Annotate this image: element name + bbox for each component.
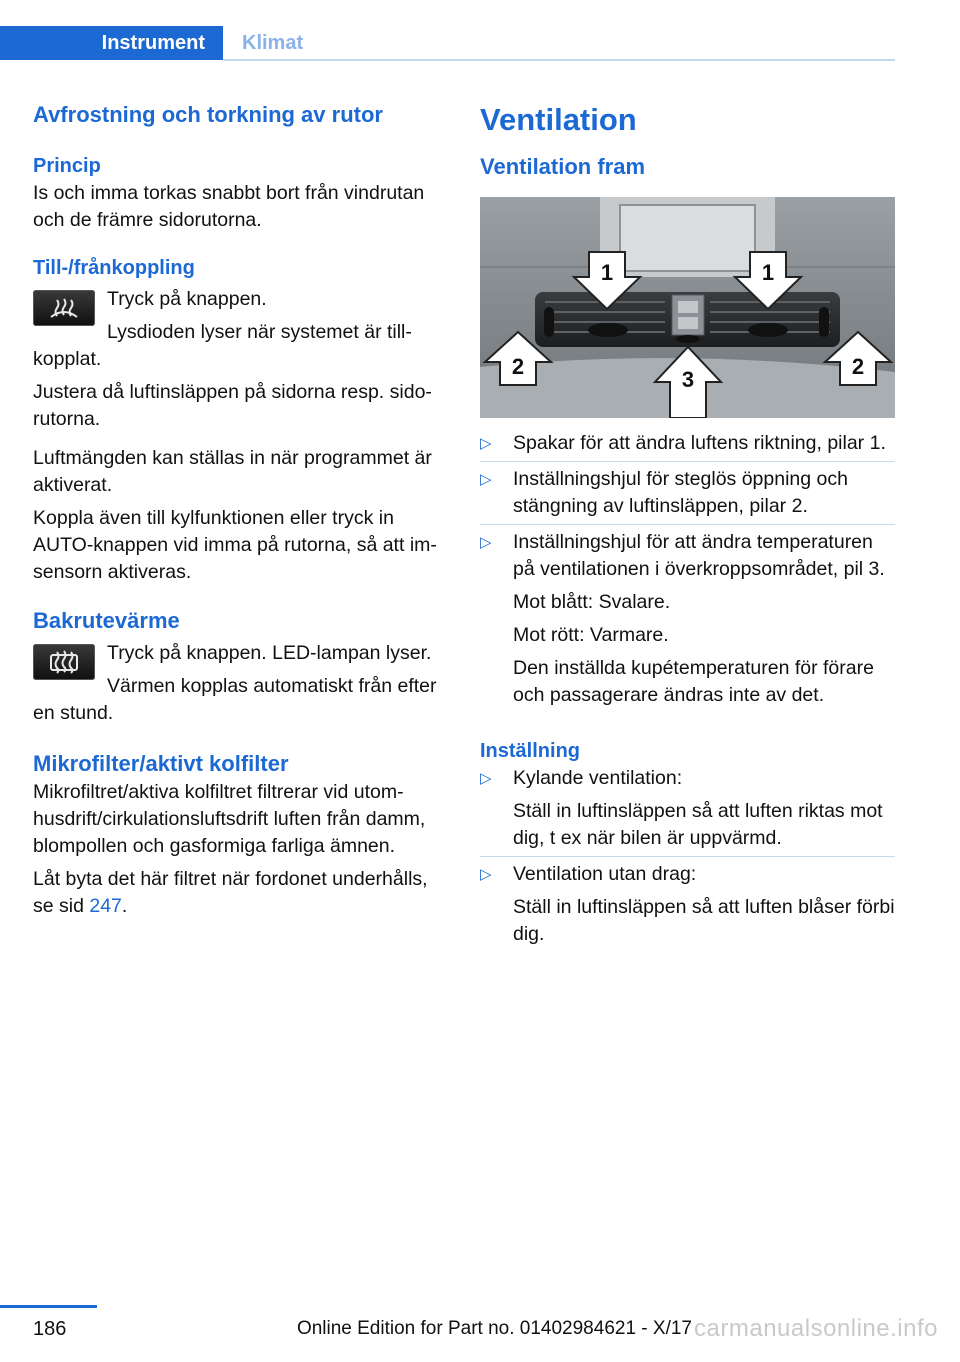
triangle-bullet-icon: ▷ [480, 471, 492, 488]
edition-text: Online Edition for Part no. 01402984621 - X/17 [296, 1318, 692, 1339]
adjust-text: Justera då luftinsläppen på sidorna resp. sido-rutorna. [33, 381, 432, 430]
airflow-text: Luftmängden kan ställas in när programmet är aktiverat. [33, 447, 432, 496]
tab-divider [223, 59, 895, 61]
toggle-step-1: Tryck på knappen. [107, 288, 267, 310]
list-item [480, 765, 895, 852]
tab-klimat[interactable]: Klimat [242, 31, 304, 54]
couple-text: Koppla även till kylfunktionen eller tryck in AUTO-knappen vid imma på rutorna, så att im-sensorn aktiveras. [33, 507, 437, 583]
list-item-detail: Mot rött: Varmare. [513, 624, 669, 646]
list-item-text: Spakar för att ändra luftens riktning, pilar 1. [513, 432, 886, 454]
setting-list [480, 765, 895, 948]
list-item-detail: Den inställda kupétemperaturen för förare och passagerare ändras inte av det. [513, 657, 874, 706]
toggle-heading: Till-/frånkoppling [33, 257, 195, 279]
dashboard-vents-photo [480, 197, 895, 418]
list-divider [480, 461, 895, 462]
list-item-detail: Ställ in luftinsläppen så att luften blåser förbi dig. [513, 896, 895, 945]
page-number: 186 [33, 1318, 67, 1340]
chapter-tabs [0, 26, 895, 62]
page-link-247[interactable]: 247 [89, 895, 122, 917]
list-item-detail: Ställ in luftinsläppen så att luften riktas mot dig, t ex när bilen är uppvärmd. [513, 800, 883, 849]
ventilation-front-heading: Ventilation fram [480, 154, 646, 179]
list-item-text: Kylande ventilation: [513, 767, 683, 789]
filter-service-text [33, 866, 448, 920]
list-item-detail: Mot blått: Svalare. [513, 591, 671, 613]
arrow-label-3: 3 [681, 367, 695, 392]
list-item [480, 466, 895, 520]
arrow-label-1-left: 1 [600, 260, 614, 285]
triangle-bullet-icon: ▷ [480, 534, 492, 551]
list-item-text: Inställningshjul för att ändra temperaturen på ventilationen i överkroppsområdet, pil 3. [513, 531, 885, 580]
list-item [480, 430, 895, 457]
right-column [480, 100, 895, 948]
list-item [480, 529, 895, 709]
princip-text: Is och imma torkas snabbt bort från vindrutan och de främre sidorutorna. [33, 182, 425, 231]
filter-service-suffix: . [121, 895, 128, 917]
windshield-defrost-icon [33, 290, 95, 326]
list-item-text: Ventilation utan drag: [513, 863, 697, 885]
left-column [33, 100, 448, 920]
list-divider [480, 856, 895, 857]
princip-heading: Princip [33, 155, 101, 177]
ventilation-heading: Ventilation [480, 102, 637, 137]
triangle-bullet-icon: ▷ [480, 435, 492, 452]
rear-heat-heading: Bakrutevärme [33, 608, 180, 633]
arrow-label-2-left: 2 [511, 354, 525, 379]
arrow-label-2-right: 2 [851, 354, 865, 379]
toggle-step-2: Lysdioden lyser när systemet är till-kopplat. [33, 321, 412, 370]
list-item-text: Inställningshjul för steglös öppning och stängning av luftinsläppen, pilar 2. [513, 468, 848, 517]
footer-rule [0, 1305, 97, 1308]
vent-controls-list [480, 430, 895, 709]
rear-heat-step-1: Tryck på knappen. LED-lampan lyser. [107, 642, 432, 664]
rear-window-heat-icon [33, 644, 95, 680]
triangle-bullet-icon: ▷ [480, 770, 492, 787]
defrost-heading: Avfrostning och torkning av rutor [33, 102, 383, 127]
rear-heat-step-2: Värmen kopplas automatiskt från efter en stund. [33, 675, 437, 724]
arrow-label-1-right: 1 [761, 260, 775, 285]
setting-heading: Inställning [480, 740, 580, 762]
filter-heading: Mikrofilter/aktivt kolfilter [33, 751, 289, 776]
site-watermark: carmanualsonline.info [694, 1315, 938, 1342]
list-divider [480, 524, 895, 525]
triangle-bullet-icon: ▷ [480, 866, 492, 883]
filter-service-prefix: Låt byta det här filtret när fordonet underhålls, se sid [33, 868, 428, 917]
tab-instrument[interactable]: Instrument [0, 26, 223, 60]
filter-text: Mikrofiltret/aktiva kolfiltret filtrerar vid utom-husdrift/cirkulationsluftsdrift luften från damm, blompollen och gasformiga farliga ämnen. [33, 781, 426, 857]
list-item [480, 861, 895, 948]
